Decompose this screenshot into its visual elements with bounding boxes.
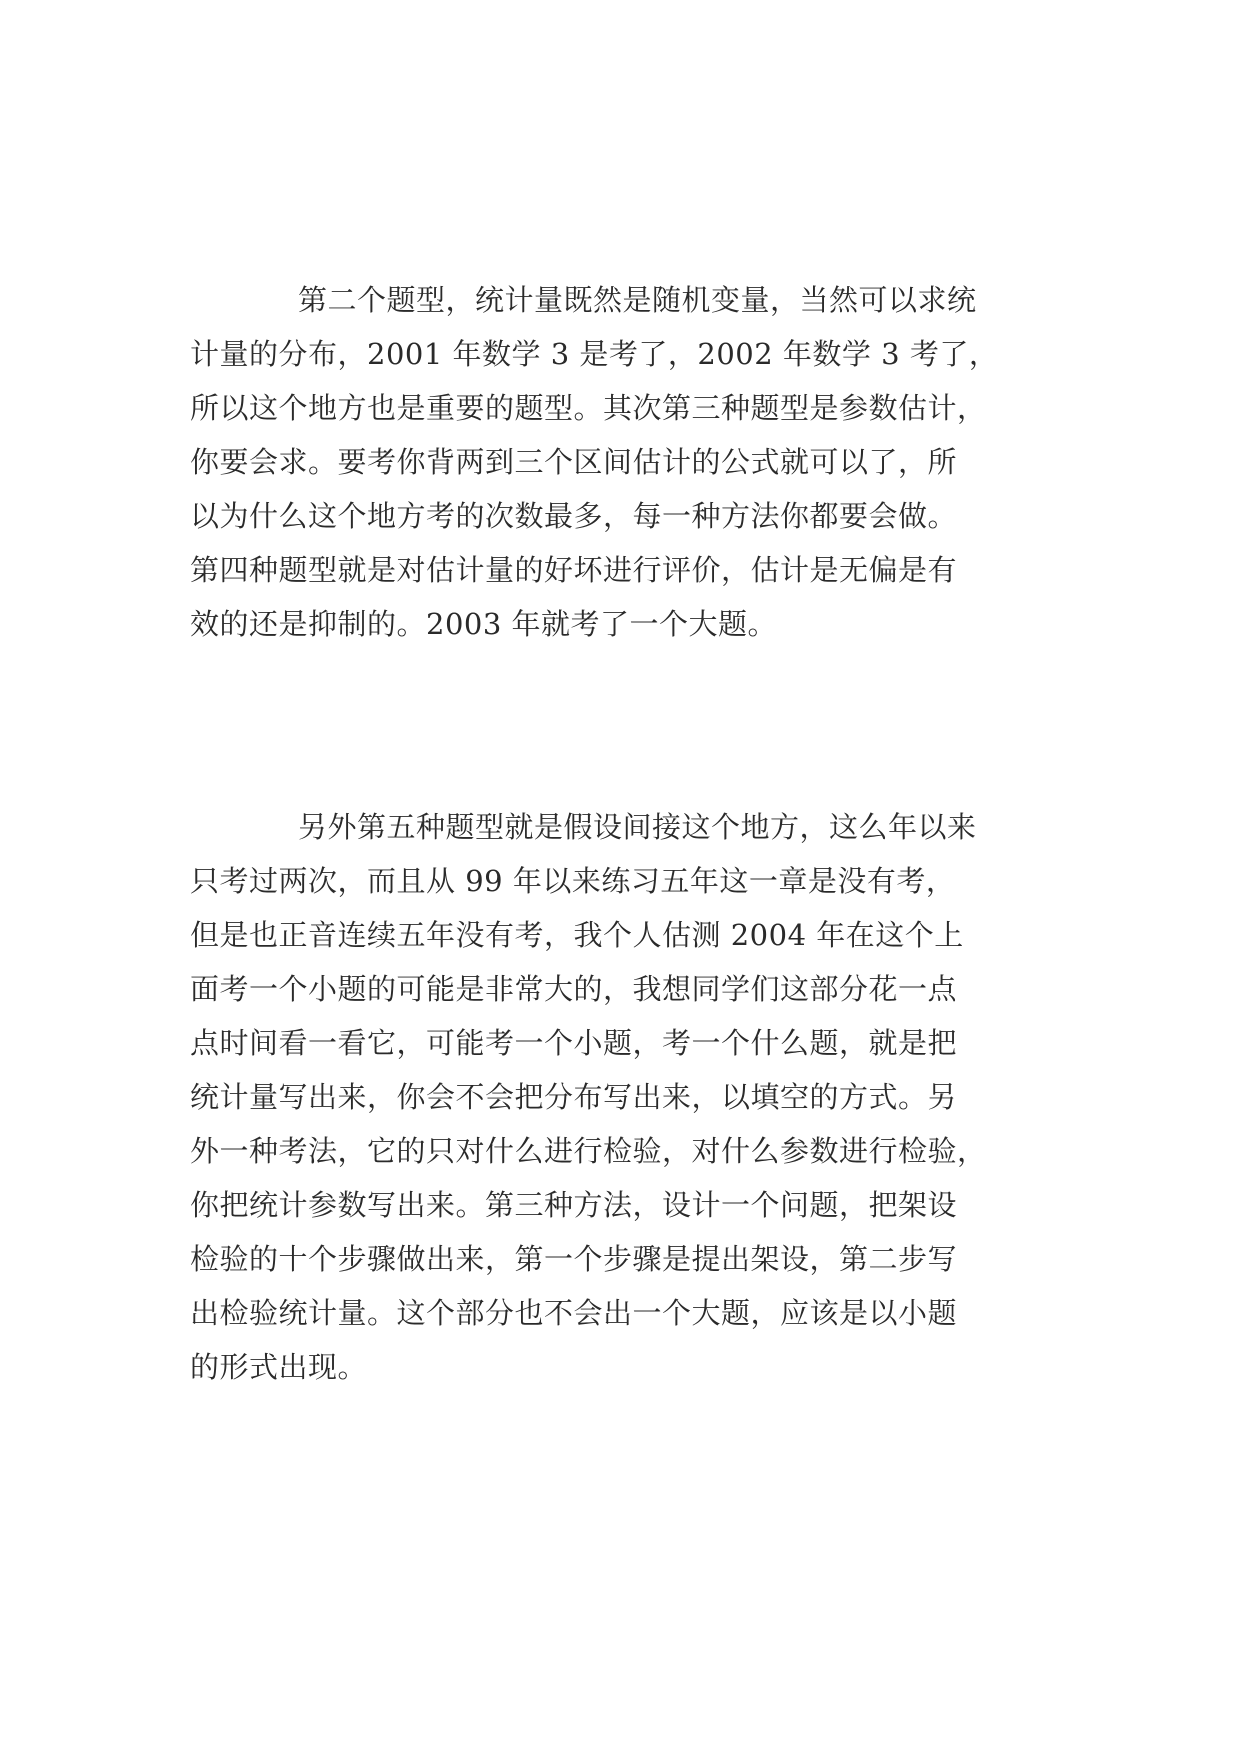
paragraph-line: 计量的分布，2001 年数学 3 是考了，2002 年数学 3 考了， [190, 337, 999, 371]
paragraph-line: 所以这个地方也是重要的题型。其次第三种题型是参数估计， [190, 391, 987, 425]
paragraph-line: 效的还是抑制的。2003 年就考了一个大题。 [190, 607, 778, 641]
paragraph-line: 第四种题型就是对估计量的好坏进行评价，估计是无偏是有 [190, 553, 958, 587]
paragraph-line: 面考一个小题的可能是非常大的，我想同学们这部分花一点 [190, 972, 958, 1006]
paragraph-line: 外一种考法，它的只对什么进行检验，对什么参数进行检验， [190, 1134, 987, 1168]
paragraph-line: 点时间看一看它，可能考一个小题，考一个什么题，就是把 [190, 1026, 958, 1060]
paragraph-2 [190, 800, 1070, 1394]
paragraph-line: 第二个题型，统计量既然是随机变量，当然可以求统 [298, 283, 977, 317]
paragraph-line: 你把统计参数写出来。第三种方法，设计一个问题，把架设 [190, 1188, 958, 1222]
paragraph-line: 的形式出现。 [190, 1350, 368, 1384]
paragraph-line: 检验的十个步骤做出来，第一个步骤是提出架设，第二步写 [190, 1242, 958, 1276]
paragraph-line: 出检验统计量。这个部分也不会出一个大题，应该是以小题 [190, 1296, 958, 1330]
paragraph-1 [190, 273, 1070, 651]
paragraph-line: 统计量写出来，你会不会把分布写出来，以填空的方式。另 [190, 1080, 958, 1114]
paragraph-line: 以为什么这个地方考的次数最多，每一种方法你都要会做。 [190, 499, 958, 533]
paragraph-line: 另外第五种题型就是假设间接这个地方，这么年以来 [298, 810, 977, 844]
paragraph-line: 你要会求。要考你背两到三个区间估计的公式就可以了，所 [190, 445, 958, 479]
paragraph-line: 但是也正音连续五年没有考，我个人估测 2004 年在这个上 [190, 918, 964, 952]
paragraph-line: 只考过两次，而且从 99 年以来练习五年这一章是没有考， [190, 864, 956, 898]
